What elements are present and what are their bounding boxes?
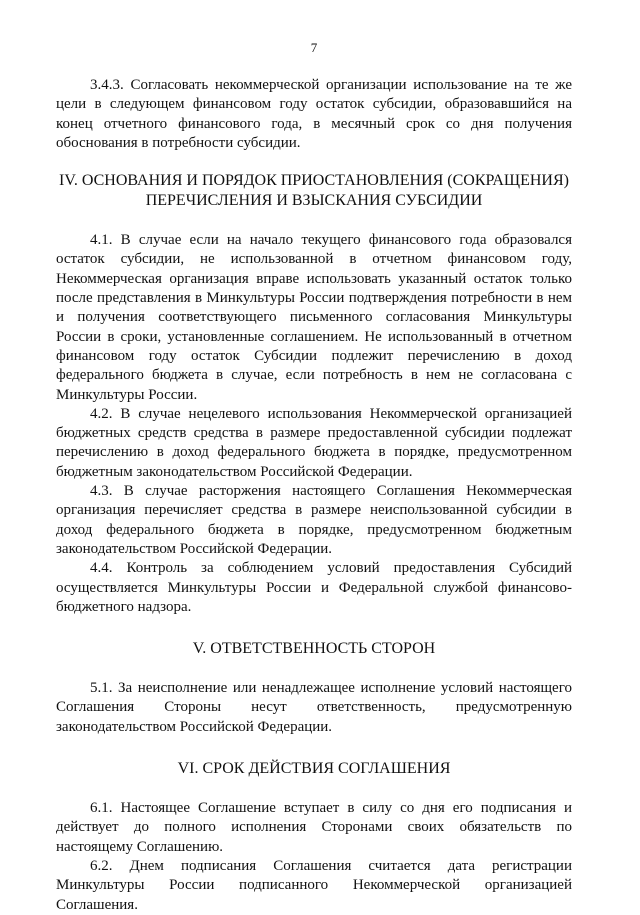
paragraph-5-1: 5.1. За неисполнение или ненадлежащее исполнение условий настоящего Соглашения Стороны несут ответственность, предусмотренную законодательством Российской Федерации. — [56, 680, 572, 735]
page-number: 7 — [310, 40, 318, 55]
section-6-heading: VI. СРОК ДЕЙСТВИЯ СОГЛАШЕНИЯ — [177, 760, 451, 778]
paragraph-4-4: 4.4. Контроль за соблюдением условий предоставления Субсидий осуществляется Минкультуры России и Федеральной службой финансово-бюджетного надзора. — [56, 560, 572, 615]
section-5-heading: V. ОТВЕТСТВЕННОСТЬ СТОРОН — [192, 640, 436, 658]
paragraph-4-2: 4.2. В случае нецелевого использования Некоммерческой организацией бюджетных средств средства в размере предоставленной субсидии подлежат перечислению в доход федерального бюджета в порядке, предусмотренном бюджетным законодательством Российской Федерации. — [56, 405, 572, 480]
document-page — [56, 40, 572, 915]
section-4-heading — [56, 171, 572, 211]
paragraph-4-1: 4.1. В случае если на начало текущего финансового года образовался остаток субсидии, не использованной в отчетном финансовом году, Некоммерческая организация вправе использовать указанный остаток только после представления в Минкультуры России подтверждения потребности в нем и получения соответствующего письменного согласования Минкультуры России в сроки, установленные соглашением. Не использованный в отчетном финансовом году остаток Субсидии подлежит перечислению в доход федерального бюджета в случае, если потребность в нем не согласована с Минкультуры России. — [56, 232, 572, 403]
section-4-heading-line-1: IV. ОСНОВАНИЯ И ПОРЯДОК ПРИОСТАНОВЛЕНИЯ (СОКРАЩЕНИЯ) — [59, 172, 569, 190]
section-4-heading-line-2: ПЕРЕЧИСЛЕНИЯ И ВЗЫСКАНИЯ СУБСИДИИ — [145, 192, 483, 210]
paragraph-6-2: 6.2. Днем подписания Соглашения считается дата регистрации Минкультуры России подписанного Некоммерческой организацией Соглашения. — [56, 857, 572, 913]
paragraph-3-4-3: 3.4.3. Согласовать некоммерческой организации использование на те же цели в следующем финансовом году остаток субсидии, образовавшийся на конец отчетного финансового года, в месячный срок со дня получения обоснования в потребности субсидии. — [56, 77, 572, 151]
paragraph-6-1: 6.1. Настоящее Соглашение вступает в силу со дня его подписания и действует до полного исполнения Сторонами своих обязательств по настоящему Соглашению. — [56, 800, 572, 855]
paragraph-4-3: 4.3. В случае расторжения настоящего Соглашения Некоммерческая организация перечисляет средства в размере неиспользованной субсидии в доход федерального бюджета в порядке, предусмотренном бюджетным законодательством Российской Федерации. — [56, 483, 572, 557]
